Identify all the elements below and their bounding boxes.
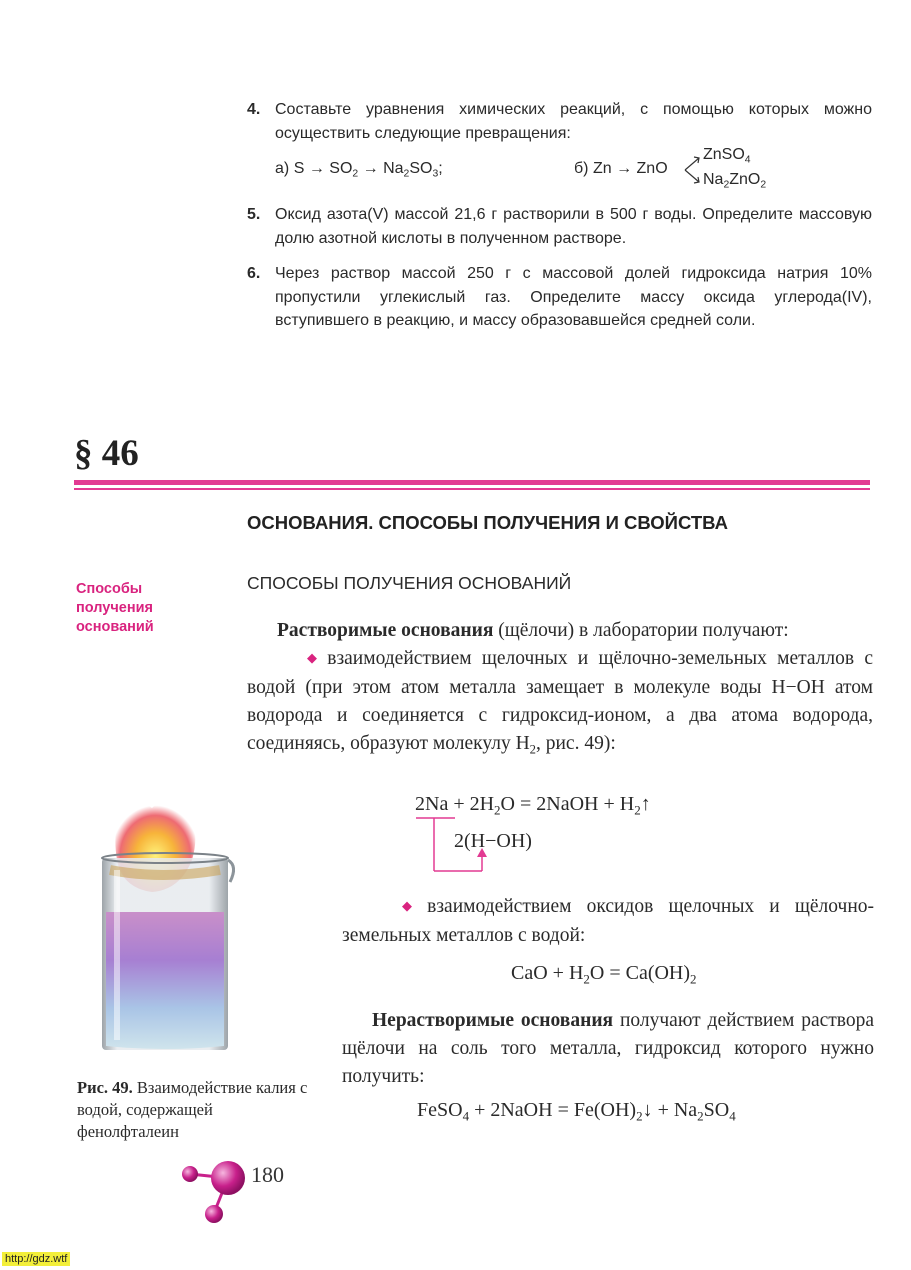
equation-part: SO (703, 1099, 730, 1121)
subscript: 3 (432, 168, 439, 180)
side-label-line: Способы (76, 581, 143, 597)
formula-term: ZnO (729, 171, 761, 188)
formula-znso4 (703, 146, 751, 164)
formula-term: SO (409, 160, 433, 177)
task-text: Оксид азота(V) массой 21,6 г растворили в 500 г воды. Определите массовую долю азотной кислоты в полученном растворе. (275, 206, 872, 247)
diamond-bullet-icon: ◆ (307, 650, 317, 665)
bullet-oxides-water (342, 893, 874, 950)
bold-term: Растворимые основания (277, 620, 494, 641)
arrow-icon: → (308, 160, 325, 177)
molecule-icon (178, 1156, 250, 1228)
bold-term: Нерастворимые основания (372, 1010, 614, 1031)
task-4 (247, 98, 872, 145)
formula-term: Zn (592, 160, 612, 177)
subscript: 2 (634, 802, 641, 818)
subscript: 4 (744, 154, 751, 166)
formula-term: ZnO (636, 160, 668, 177)
bullet-metals-water (247, 645, 873, 758)
formula-term: ; (438, 160, 443, 177)
task-number: 5. (247, 206, 261, 223)
beaker-illustration (92, 800, 242, 1060)
task-number: 6. (247, 265, 261, 282)
task-6 (247, 262, 872, 333)
equation-water-formula: 2(H−OH) (454, 830, 532, 852)
formula-4a (275, 160, 443, 178)
formula-prefix: а) (275, 160, 290, 177)
subscript: 2 (352, 168, 359, 180)
section-subtitle: СПОСОБЫ ПОЛУЧЕНИЯ ОСНОВАНИЙ (247, 573, 572, 593)
equation-part: 2Na + 2H (415, 793, 495, 815)
page-number: 180 (251, 1162, 284, 1187)
subscript: 2 (760, 179, 767, 191)
subscript: 2 (583, 971, 590, 987)
branch-arrows-icon (683, 152, 703, 188)
side-label-line: получения (76, 600, 153, 616)
equation-part: + 2NaOH = Fe(OH) (469, 1099, 637, 1121)
subscript: 2 (403, 168, 410, 180)
equation-na-water (415, 793, 651, 816)
formula-term: Na (703, 171, 724, 188)
equation-part: ↓ + Na (642, 1099, 698, 1121)
section-rule-thin (74, 488, 870, 490)
subscript: 4 (462, 1108, 470, 1124)
arrow-icon: → (616, 160, 633, 177)
figure-caption-text: Взаимодействие калия с водой, содержащей фенолфталеин (77, 1078, 308, 1141)
subscript: 2 (690, 971, 697, 987)
side-label (76, 580, 154, 637)
paragraph-insoluble (342, 1007, 874, 1091)
equation-part: O = Ca(OH) (589, 962, 691, 984)
task-text: Через раствор массой 250 г с массовой долей гидроксида натрия 10% пропустили углекислый газ. Определите массу оксида углерода(IV), вступившего в реакцию, и массу образовавшейся средней соли. (275, 265, 872, 329)
equation-part: CaO + H (511, 962, 584, 984)
formula-term: SO (329, 160, 353, 177)
watermark-link[interactable]: http://gdz.wtf (2, 1252, 70, 1266)
figure-label: Рис. 49. (77, 1078, 133, 1097)
subscript: 4 (729, 1108, 736, 1124)
section-number: § 46 (74, 433, 139, 474)
paragraph-text: (щёлочи) в лаборатории получают: (493, 620, 789, 641)
equation-cao-water (511, 962, 697, 985)
paragraph-soluble (277, 617, 873, 645)
bullet-text: , рис. 49): (535, 733, 616, 754)
formula-term: S (293, 160, 305, 177)
paragraph-text: получают действием раствора щёлочи на соль того металла, гидроксид которого нужно получить: (342, 1010, 875, 1087)
subscript: 2 (723, 179, 730, 191)
formula-4b (574, 160, 668, 178)
bullet-text: взаимодействием щелочных и щёлочно-земельных металлов с водой (при этом атом металла замещает в молекуле воды H−OH атом водорода и соединяется с гидроксид-ионом, а два атома водорода, соединяясь, образуют молекулу H (247, 648, 873, 754)
diamond-bullet-icon: ◆ (402, 898, 412, 913)
bullet-text: взаимодействием оксидов щелочных и щёлочно-земельных металлов с водой: (342, 896, 874, 946)
task-5 (247, 203, 872, 250)
formula-prefix: б) (574, 160, 589, 177)
subscript: 2 (697, 1108, 704, 1124)
task-number: 4. (247, 101, 261, 118)
subscript: 2 (494, 802, 501, 818)
formula-term: ZnSO (703, 146, 745, 163)
arrow-icon: → (362, 160, 379, 177)
equation-part: FeSO (417, 1099, 463, 1121)
formula-term: Na (383, 160, 404, 177)
equation-feso4-naoh (417, 1099, 736, 1122)
equation-part: O = 2NaOH + H (500, 793, 635, 815)
section-rule-thick (74, 480, 870, 485)
figure-caption (77, 1077, 317, 1143)
section-title: ОСНОВАНИЯ. СПОСОБЫ ПОЛУЧЕНИЯ И СВОЙСТВА (247, 512, 728, 533)
formula-na2zno2 (703, 171, 766, 189)
subscript: 2 (529, 742, 536, 757)
side-label-line: оснований (76, 619, 154, 635)
up-arrow-icon: ↑ (640, 793, 651, 815)
subscript: 2 (636, 1108, 643, 1124)
task-text: Составьте уравнения химических реакций, с помощью которых можно осуществить следующие превращения: (275, 101, 872, 142)
